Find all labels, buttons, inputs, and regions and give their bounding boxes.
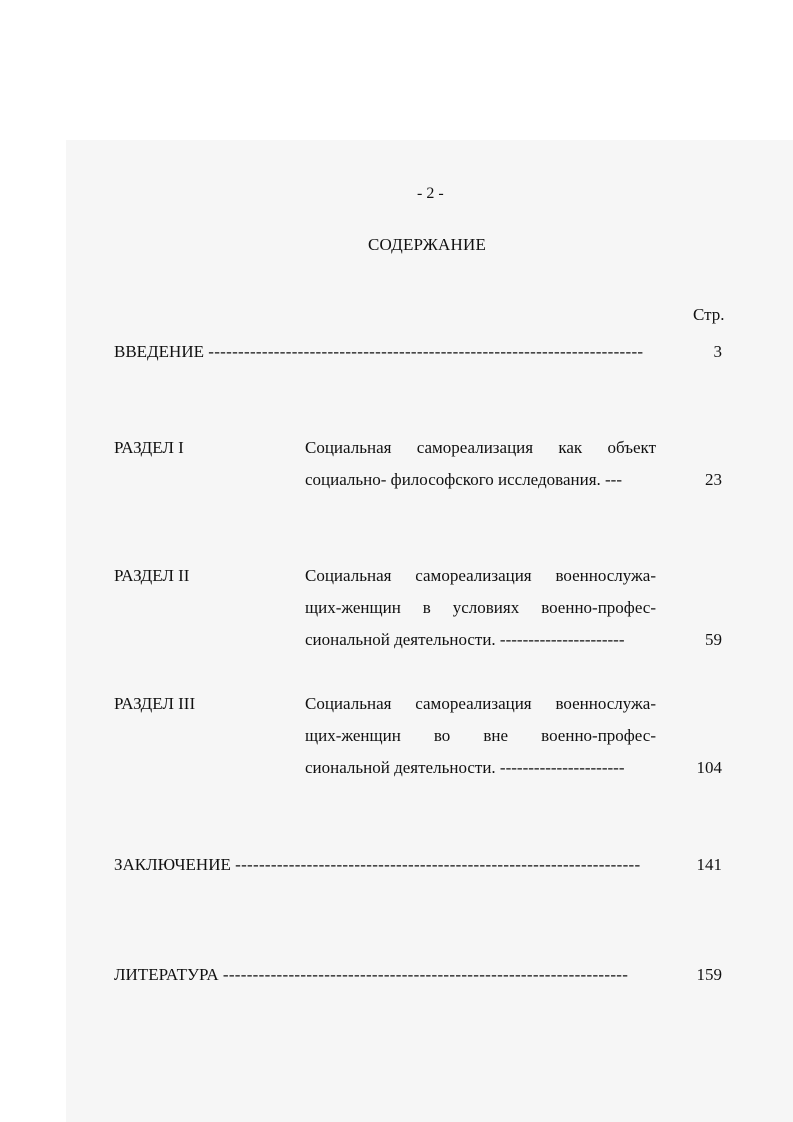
toc-entry-label: ВВЕДЕНИЕ: [114, 342, 204, 361]
toc-title-line: сиональной деятельности. ----------------------: [305, 758, 625, 777]
toc-leader-dashes: --------------------------------------------------------------------: [222, 965, 629, 984]
toc-entry-label: ЗАКЛЮЧЕНИЕ: [114, 855, 231, 874]
toc-entry-page: 159: [696, 965, 722, 984]
toc-title-line: Социальная самореализация военнослужа-: [305, 566, 656, 585]
page-title: СОДЕРЖАНИЕ: [368, 235, 487, 254]
toc-entry-page: 141: [696, 855, 722, 874]
toc-title-line: щих-женщин в условиях военно-профес-: [305, 598, 656, 617]
toc-entry-section-3-title: [305, 688, 656, 784]
toc-entry-label: РАЗДЕЛ III: [114, 694, 196, 713]
toc-entry-label: ЛИТЕРАТУРА: [114, 965, 219, 984]
toc-title-line: щих-женщин во вне военно-профес-: [305, 726, 656, 745]
page-number: - 2 -: [417, 185, 444, 202]
toc-leader-dashes: --------------------------------------------------------------------: [235, 855, 641, 874]
toc-entry-conclusion: [114, 855, 640, 875]
toc-entry-label: РАЗДЕЛ I: [114, 438, 184, 457]
toc-title-line: социально- философского исследования. ---: [305, 470, 622, 489]
toc-entry-page: 23: [705, 470, 722, 489]
page-column-label: Стр.: [693, 305, 725, 324]
toc-title-line: Социальная самореализация как объект: [305, 438, 656, 457]
toc-title-line: Социальная самореализация военнослужа-: [305, 694, 656, 713]
toc-entry-label: РАЗДЕЛ II: [114, 566, 190, 585]
toc-entry-section-1-title: [305, 432, 656, 496]
toc-entry-page: 3: [713, 342, 722, 361]
toc-entry-references: [114, 965, 628, 985]
toc-entry-page: 104: [696, 758, 722, 777]
toc-entry-section-2-title: [305, 560, 656, 656]
toc-title-line: сиональной деятельности. ----------------------: [305, 630, 625, 649]
toc-entry-intro: [114, 342, 643, 362]
toc-leader-dashes: -------------------------------------------------------------------------: [208, 342, 644, 361]
toc-entry-page: 59: [705, 630, 722, 649]
